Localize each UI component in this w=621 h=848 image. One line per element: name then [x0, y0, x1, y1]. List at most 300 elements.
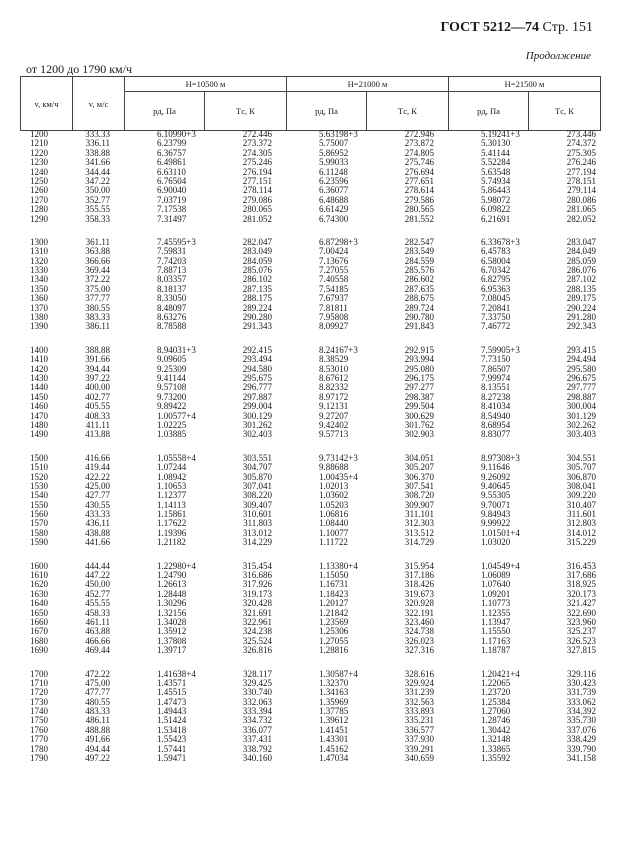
table-cell: 1.03602	[319, 491, 349, 501]
table-cell: 331.739	[566, 688, 596, 698]
table-cell: 1.39612	[319, 716, 349, 726]
table-cell: 289.175	[566, 294, 596, 304]
table-cell: 322.191	[404, 608, 434, 618]
table-cell: 310.407	[566, 500, 596, 510]
header-temp-2: Tс, К	[367, 92, 449, 131]
table-cell: 6.95363	[481, 284, 511, 294]
table-cell: 433.33	[85, 510, 110, 520]
table-row	[20, 374, 600, 383]
table-cell: 1510	[30, 463, 48, 473]
table-row	[20, 473, 600, 482]
table-row	[20, 726, 600, 735]
table-cell: 1.21842	[319, 608, 349, 618]
table-cell: 1750	[30, 716, 48, 726]
table-cell: 319.673	[404, 589, 434, 599]
table-cell: 1.08942	[157, 472, 187, 482]
table-row	[20, 562, 600, 571]
table-cell: 1.05558+4	[157, 453, 196, 463]
table-cell: 1.15550	[481, 627, 511, 637]
table-cell: 1.39717	[157, 646, 187, 656]
table-cell: 7.59905+3	[481, 345, 520, 355]
table-cell: 277.194	[566, 167, 596, 177]
table-cell: 1.34028	[157, 617, 187, 627]
table-cell: 1.02013	[319, 481, 349, 491]
table-row	[20, 412, 600, 421]
table-cell: 322.690	[566, 608, 596, 618]
table-cell: 1380	[30, 313, 48, 323]
table-cell: 293.494	[242, 355, 272, 365]
table-row	[20, 365, 600, 374]
table-row	[20, 177, 600, 186]
table-cell: 332.063	[242, 697, 272, 707]
table-cell: 274.805	[404, 148, 434, 158]
table-cell: 6.23799	[157, 139, 187, 149]
table-cell: 1.15861	[157, 510, 187, 520]
table-row	[20, 491, 600, 500]
table-cell: 301.262	[242, 420, 272, 430]
table-cell: 314.229	[242, 538, 272, 548]
header-pressure-2: pд, Па	[287, 92, 367, 131]
table-cell: 279.086	[242, 195, 272, 205]
table-row	[20, 529, 600, 538]
table-cell: 1670	[30, 627, 48, 637]
table-cell: 329.924	[404, 678, 434, 688]
table-cell: 321.691	[242, 608, 272, 618]
table-cell: 326.816	[242, 646, 272, 656]
table-cell: 380.55	[85, 303, 110, 313]
table-cell: 329.116	[567, 669, 596, 679]
table-cell: 301.762	[404, 420, 434, 430]
table-cell: 274.305	[242, 148, 272, 158]
table-cell: 1.13380+4	[319, 561, 358, 571]
table-cell: 300.629	[404, 411, 434, 421]
table-row	[20, 346, 600, 355]
table-cell: 5.86443	[481, 186, 511, 196]
table-cell: 5.63198+3	[319, 130, 358, 139]
table-row	[20, 745, 600, 754]
table-cell: 1320	[30, 256, 48, 266]
table-cell: 1240	[30, 167, 48, 177]
table-cell: 306.870	[566, 472, 596, 482]
table-cell: 299.504	[404, 402, 434, 412]
table-cell: 1470	[30, 411, 48, 421]
table-cell: 347.22	[85, 176, 110, 186]
table-cell: 1.25384	[481, 697, 511, 707]
table-cell: 333.893	[404, 707, 434, 717]
table-cell: 1.28746	[481, 716, 511, 726]
table-cell: 1.37808	[157, 636, 187, 646]
table-cell: 8.97308+3	[481, 453, 520, 463]
table-cell: 1.12377	[157, 491, 187, 501]
table-cell: 1.45162	[319, 744, 349, 754]
table-cell: 1710	[30, 678, 48, 688]
table-cell: 1.13947	[481, 617, 511, 627]
table-cell: 1.32370	[319, 678, 349, 688]
table-cell: 1210	[30, 139, 48, 149]
table-cell: 1.04549+4	[481, 561, 520, 571]
table-cell: 1560	[30, 510, 48, 520]
table-row	[20, 393, 600, 402]
table-cell: 283.549	[404, 247, 434, 257]
table-cell: 290.224	[566, 303, 596, 313]
table-cell: 430.55	[85, 500, 110, 510]
table-cell: 436.11	[85, 519, 110, 529]
table-cell: 7.46772	[481, 322, 511, 332]
table-cell: 458.33	[85, 608, 110, 618]
table-cell: 340.659	[404, 754, 434, 764]
table-cell: 317.186	[404, 571, 434, 581]
table-cell: 9.40645	[481, 481, 511, 491]
page-number: Стр. 151	[542, 20, 593, 35]
table-cell: 300.004	[566, 402, 596, 412]
table-cell: 307.041	[242, 481, 272, 491]
table-cell: 292.915	[404, 345, 434, 355]
table-row	[20, 168, 600, 177]
table-cell: 1280	[30, 205, 48, 215]
table-cell: 1570	[30, 519, 48, 529]
table-cell: 1490	[30, 430, 48, 440]
table-cell: 1.06816	[319, 510, 349, 520]
table-cell: 337.076	[566, 725, 596, 735]
table-cell: 284.049	[566, 247, 596, 257]
table-cell: 469.44	[85, 646, 110, 656]
table-cell: 8.24167+3	[319, 345, 358, 355]
table-cell: 273.872	[404, 139, 434, 149]
table-cell: 1.23720	[481, 688, 511, 698]
table-cell: 497.22	[85, 754, 110, 764]
table-cell: 282.047	[242, 237, 272, 247]
table-row	[20, 609, 600, 618]
table-cell: 6.09822	[481, 205, 511, 215]
table-cell: 1.08440	[319, 519, 349, 529]
table-cell: 377.77	[85, 294, 110, 304]
table-cell: 9.73200	[157, 392, 187, 402]
table-cell: 1.47034	[319, 754, 349, 764]
table-cell: 310.601	[242, 510, 272, 520]
table-cell: 1200	[30, 130, 48, 139]
table-cell: 9.26092	[481, 472, 511, 482]
table-cell: 338.88	[85, 148, 110, 158]
table-cell: 7.74203	[157, 256, 187, 266]
table-cell: 322.961	[242, 617, 272, 627]
table-cell: 295.080	[404, 364, 434, 374]
table-cell: 280.086	[566, 195, 596, 205]
table-cell: 1410	[30, 355, 48, 365]
table-cell: 281.552	[404, 214, 434, 224]
table-cell: 1250	[30, 176, 48, 186]
table-cell: 311.601	[567, 510, 596, 520]
table-cell: 280.065	[242, 205, 272, 215]
table-cell: 297.777	[566, 383, 596, 393]
table-cell: 8.48097	[157, 303, 187, 313]
table-cell: 352.77	[85, 195, 110, 205]
table-cell: 5.41144	[481, 148, 510, 158]
table-cell: 1.35969	[319, 697, 349, 707]
table-cell: 341.66	[85, 158, 110, 168]
table-row	[20, 322, 600, 331]
table-cell: 1.25306	[319, 627, 349, 637]
table-cell: 7.88713	[157, 266, 187, 276]
table-cell: 9.27207	[319, 411, 349, 421]
table-cell: 276.694	[404, 167, 434, 177]
table-cell: 1630	[30, 589, 48, 599]
table-cell: 1.11722	[319, 538, 348, 548]
table-cell: 1370	[30, 303, 48, 313]
table-row	[20, 130, 600, 139]
table-cell: 1230	[30, 158, 48, 168]
table-cell: 327.815	[566, 646, 596, 656]
table-row	[20, 238, 600, 247]
table-cell: 6.49861	[157, 158, 187, 168]
table-cell: 480.55	[85, 697, 110, 707]
table-cell: 386.11	[85, 322, 110, 332]
table-cell: 318.426	[404, 580, 434, 590]
table-cell: 339.291	[404, 744, 434, 754]
header-altitude-1: H=10500 м	[125, 77, 287, 92]
table-cell: 8.82332	[319, 383, 349, 393]
table-cell: 298.387	[404, 392, 434, 402]
table-cell: 1.30442	[481, 725, 511, 735]
table-cell: 344.44	[85, 167, 110, 177]
table-cell: 1790	[30, 754, 48, 764]
row-group	[20, 238, 600, 332]
table-cell: 486.11	[85, 716, 110, 726]
table-cell: 335.730	[566, 716, 596, 726]
table-cell: 1.18787	[481, 646, 511, 656]
table-cell: 475.00	[85, 678, 110, 688]
table-cell: 294.494	[566, 355, 596, 365]
table-cell: 408.33	[85, 411, 110, 421]
table-cell: 361.11	[85, 237, 110, 247]
table-row	[20, 599, 600, 608]
table-cell: 9.57713	[319, 430, 349, 440]
table-cell: 319.173	[242, 589, 272, 599]
table-cell: 1.00577+4	[157, 411, 196, 421]
table-cell: 494.44	[85, 744, 110, 754]
table-cell: 314.012	[566, 528, 596, 538]
table-cell: 295.675	[242, 373, 272, 383]
table-cell: 301.129	[566, 411, 596, 421]
table-cell: 291.280	[566, 313, 596, 323]
table-row	[20, 430, 600, 439]
table-row	[20, 698, 600, 707]
table-cell: 283.047	[566, 237, 596, 247]
table-cell: 302.262	[566, 420, 596, 430]
table-cell: 1640	[30, 599, 48, 609]
table-cell: 1.51424	[157, 716, 187, 726]
table-cell: 306.370	[404, 472, 434, 482]
table-cell: 1360	[30, 294, 48, 304]
table-cell: 6.61429	[319, 205, 349, 215]
table-cell: 328.616	[404, 669, 434, 679]
table-cell: 1.35912	[157, 627, 187, 637]
table-cell: 325.524	[242, 636, 272, 646]
table-cell: 7.33750	[481, 313, 511, 323]
table-cell: 291.843	[404, 322, 434, 332]
table-cell: 6.82795	[481, 275, 511, 285]
table-cell: 422.22	[85, 472, 110, 482]
table-cell: 308.720	[404, 491, 434, 501]
table-row	[20, 519, 600, 528]
table-cell: 1.59471	[157, 754, 187, 764]
table-cell: 317.686	[566, 571, 596, 581]
table-cell: 7.86507	[481, 364, 511, 374]
table-cell: 1.45515	[157, 688, 187, 698]
table-cell: 303.551	[242, 453, 272, 463]
table-cell: 303.403	[566, 430, 596, 440]
table-cell: 1610	[30, 571, 48, 581]
table-cell: 320.428	[242, 599, 272, 609]
table-cell: 330.740	[242, 688, 272, 698]
table-cell: 1430	[30, 373, 48, 383]
table-cell: 340.160	[242, 754, 272, 764]
table-cell: 285.059	[566, 256, 596, 266]
table-cell: 281.052	[242, 214, 272, 224]
table-cell: 339.790	[566, 744, 596, 754]
table-row	[20, 646, 600, 655]
table-cell: 341.158	[566, 754, 596, 764]
table-cell: 333.33	[85, 130, 110, 139]
table-row	[20, 257, 600, 266]
table-header	[20, 76, 601, 131]
table-cell: 315.229	[566, 538, 596, 548]
table-cell: 366.66	[85, 256, 110, 266]
table-cell: 279.586	[404, 195, 434, 205]
table-cell: 300.129	[242, 411, 272, 421]
table-cell: 1260	[30, 186, 48, 196]
table-row	[20, 275, 600, 284]
table-cell: 6.36757	[157, 148, 187, 158]
table-cell: 438.88	[85, 528, 110, 538]
table-cell: 311.101	[405, 510, 434, 520]
table-cell: 1440	[30, 383, 48, 393]
table-cell: 1.14113	[157, 500, 186, 510]
table-row	[20, 482, 600, 491]
table-row	[20, 402, 600, 411]
table-cell: 333.062	[566, 697, 596, 707]
table-cell: 286.602	[404, 275, 434, 285]
table-cell: 1450	[30, 392, 48, 402]
table-cell: 5.98072	[481, 195, 511, 205]
table-row	[20, 247, 600, 256]
table-cell: 326.523	[566, 636, 596, 646]
table-cell: 8.67612	[319, 373, 349, 383]
table-cell: 313.512	[404, 528, 434, 538]
table-cell: 7.03719	[157, 195, 187, 205]
table-cell: 1500	[30, 453, 48, 463]
table-cell: 1590	[30, 538, 48, 548]
table-cell: 6.58004	[481, 256, 511, 266]
table-cell: 1220	[30, 148, 48, 158]
table-row	[20, 355, 600, 364]
table-cell: 1.03885	[157, 430, 187, 440]
table-cell: 291.343	[242, 322, 272, 332]
table-cell: 276.194	[242, 167, 272, 177]
table-cell: 400.00	[85, 383, 110, 393]
table-cell: 1.24790	[157, 571, 187, 581]
table-cell: 452.77	[85, 589, 110, 599]
table-row	[20, 294, 600, 303]
table-cell: 1.17163	[481, 636, 511, 646]
table-cell: 1.23569	[319, 617, 349, 627]
table-cell: 1.43571	[157, 678, 187, 688]
table-row	[20, 149, 600, 158]
table-cell: 8.83077	[481, 430, 511, 440]
table-cell: 324.238	[242, 627, 272, 637]
table-cell: 444.44	[85, 561, 110, 571]
table-cell: 331.239	[404, 688, 434, 698]
table-cell: 1420	[30, 364, 48, 374]
table-cell: 334.392	[566, 707, 596, 717]
table-cell: 350.00	[85, 186, 110, 196]
table-cell: 472.22	[85, 669, 110, 679]
table-cell: 299.004	[242, 402, 272, 412]
table-cell: 294.580	[242, 364, 272, 374]
header-temp-3: Tс, К	[529, 92, 601, 131]
table-cell: 6.48688	[319, 195, 349, 205]
table-cell: 304.707	[242, 463, 272, 473]
table-cell: 289.224	[242, 303, 272, 313]
table-cell: 1650	[30, 608, 48, 618]
table-cell: 1.07640	[481, 580, 511, 590]
table-cell: 312.803	[566, 519, 596, 529]
table-cell: 5.99033	[319, 158, 349, 168]
table-cell: 313.012	[242, 528, 272, 538]
table-cell: 6.87298+3	[319, 237, 358, 247]
table-cell: 292.415	[242, 345, 272, 355]
table-cell: 8.09927	[319, 322, 349, 332]
table-cell: 323.460	[404, 617, 434, 627]
table-row	[20, 383, 600, 392]
table-cell: 491.66	[85, 735, 110, 745]
table-cell: 336.577	[404, 725, 434, 735]
table-cell: 329.425	[242, 678, 272, 688]
table-row	[20, 618, 600, 627]
table-cell: 305.707	[566, 463, 596, 473]
table-cell: 272.446	[242, 130, 272, 139]
table-cell: 325.237	[566, 627, 596, 637]
table-cell: 326.023	[404, 636, 434, 646]
table-row	[20, 590, 600, 599]
table-cell: 1.16731	[319, 580, 349, 590]
row-group	[20, 346, 600, 440]
table-row	[20, 501, 600, 510]
table-cell: 312.303	[404, 519, 434, 529]
table-cell: 308.220	[242, 491, 272, 501]
table-cell: 6.36077	[319, 186, 349, 196]
table-cell: 1600	[30, 561, 48, 571]
table-cell: 372.22	[85, 275, 110, 285]
table-cell: 7.95808	[319, 313, 349, 323]
table-cell: 284.559	[404, 256, 434, 266]
table-cell: 1.53418	[157, 725, 187, 735]
table-cell: 8.18137	[157, 284, 187, 294]
table-cell: 1.41451	[319, 725, 349, 735]
table-cell: 272.946	[404, 130, 434, 139]
table-cell: 355.55	[85, 205, 110, 215]
table-cell: 296.175	[404, 373, 434, 383]
table-cell: 5.19241+3	[481, 130, 520, 139]
header-v-ms: v, м/с	[73, 77, 125, 131]
table-cell: 5.63548	[481, 167, 511, 177]
table-cell: 1520	[30, 472, 48, 482]
table-cell: 337.930	[404, 735, 434, 745]
table-cell: 1.09201	[481, 589, 511, 599]
table-cell: 338.429	[566, 735, 596, 745]
table-cell: 6.76504	[157, 176, 187, 186]
table-cell: 5.75007	[319, 139, 349, 149]
table-row	[20, 510, 600, 519]
